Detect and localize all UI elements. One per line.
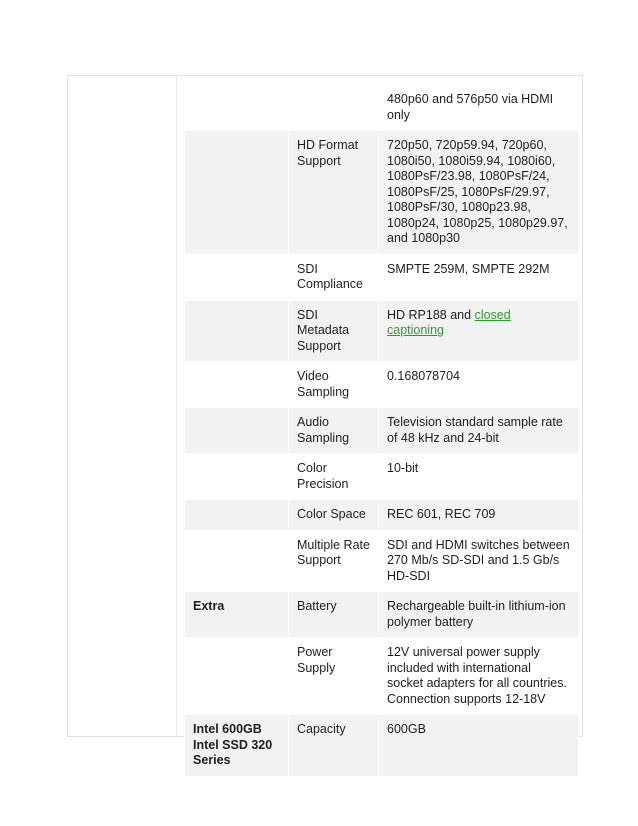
value-cell: 12V universal power supply included with international socket adapters for all countries. Connection supports 12-18V <box>379 638 579 715</box>
category-cell <box>185 362 289 408</box>
value-cell: 600GB <box>379 715 579 777</box>
value-cell: Television standard sample rate of 48 kHz and 24-bit <box>379 408 579 454</box>
table-row <box>185 638 579 715</box>
value-cell: 480p60 and 576p50 via HDMI only <box>379 85 579 131</box>
value-cell: Rechargeable built-in lithium-ion polymer battery <box>379 592 579 638</box>
table-row <box>185 592 579 638</box>
value-cell: SMPTE 259M, SMPTE 292M <box>379 254 579 300</box>
spec-table-viewport[interactable] <box>184 84 570 767</box>
table-row <box>185 500 579 531</box>
table-row <box>185 715 579 777</box>
left-column-divider <box>176 75 177 737</box>
table-row <box>185 300 579 362</box>
table-row <box>185 362 579 408</box>
table-row <box>185 454 579 500</box>
feature-cell: SDI Metadata Support <box>289 300 379 362</box>
spec-table-body <box>185 85 579 777</box>
feature-cell: Multiple Rate Support <box>289 530 379 592</box>
value-cell: 0.168078704 <box>379 362 579 408</box>
feature-cell: SDI Compliance <box>289 254 379 300</box>
feature-cell: Color Space <box>289 500 379 531</box>
category-cell <box>185 131 289 255</box>
feature-cell: Color Precision <box>289 454 379 500</box>
value-cell: 720p50, 720p59.94, 720p60, 1080i50, 1080i59.94, 1080i60, 1080PsF/23.98, 1080PsF/24, 1080PsF/25, 1080PsF/29.97, 1080PsF/30, 1080p23.98, 1080p24, 1080p25, 1080p29.97, and 1080p30 <box>379 131 579 255</box>
value-cell: SDI and HDMI switches between 270 Mb/s SD-SDI and 1.5 Gb/s HD-SDI <box>379 530 579 592</box>
feature-cell: Battery <box>289 592 379 638</box>
value-cell: 10-bit <box>379 454 579 500</box>
feature-cell: Capacity <box>289 715 379 777</box>
category-cell <box>185 300 289 362</box>
category-cell: Extra <box>185 592 289 638</box>
category-cell <box>185 254 289 300</box>
table-row <box>185 131 579 255</box>
category-cell <box>185 638 289 715</box>
spec-table <box>184 84 579 777</box>
value-cell: REC 601, REC 709 <box>379 500 579 531</box>
feature-cell: Audio Sampling <box>289 408 379 454</box>
category-cell <box>185 408 289 454</box>
category-cell <box>185 454 289 500</box>
value-cell <box>379 300 579 362</box>
category-cell <box>185 85 289 131</box>
table-row <box>185 530 579 592</box>
table-row <box>185 408 579 454</box>
feature-cell: HD Format Support <box>289 131 379 255</box>
category-cell: Intel 600GB Intel SSD 320 Series <box>185 715 289 777</box>
feature-cell <box>289 85 379 131</box>
category-cell <box>185 500 289 531</box>
table-row <box>185 85 579 131</box>
table-row <box>185 254 579 300</box>
closed-captioning-link[interactable]: closed captioning <box>387 307 511 337</box>
feature-cell: Power Supply <box>289 638 379 715</box>
feature-cell: Video Sampling <box>289 362 379 408</box>
category-cell <box>185 530 289 592</box>
value-text: HD RP188 and <box>387 307 475 322</box>
